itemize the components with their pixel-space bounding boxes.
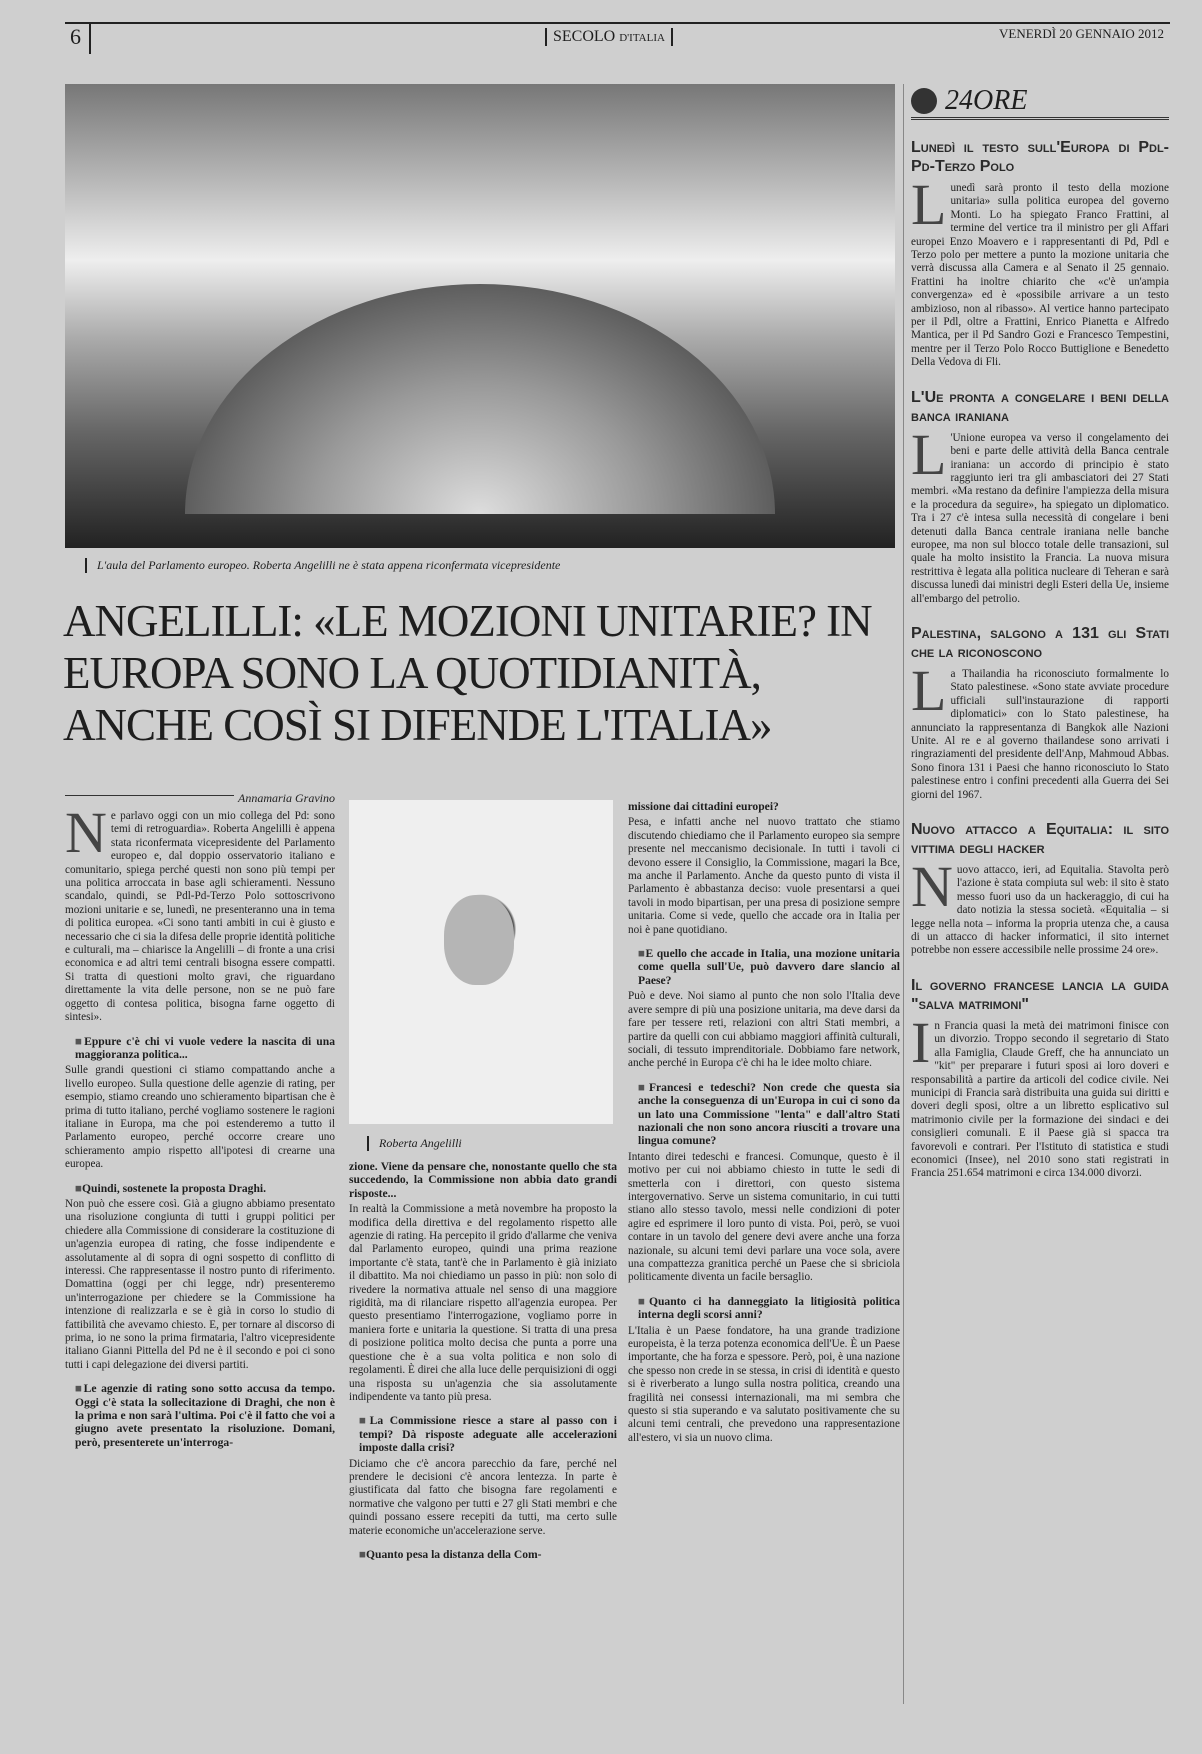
sidebar-news-item [911,388,1169,606]
masthead-title: SECOLO [553,28,616,45]
sidebar-news-title: Nuovo attacco a Equitalia: il sito vittima degli hacker [911,821,1169,858]
drop-cap: L [911,657,947,723]
sidebar-news-item [911,976,1169,1181]
parliament-photo [65,84,895,548]
author: Annamaria Gravino [234,791,335,805]
paragraph-text: Può e deve. Noi siamo al punto che non solo l'Italia deve avere sempre di più una posizione unitaria, ma deve darsi da fare per tessere reti, relazioni con altri Stati membri, a partire da quelli con cui abbiamo maggiori affinità culturali, sociali, di tessuto imprenditoriale. Dobbiamo fare network, anche perché in Europa c'è chi ha le idee molto chiare. [628,990,900,1070]
masthead [545,28,673,46]
sidebar-text: a Thailandia ha riconosciuto formalmente lo Stato palestinese. «Sono state avviate procedure ufficiali sull'instaurazione di rapporti diplomatici» con lo Stato palestinese, ha annunciato la rappresentanza di Bangkok alle Nazioni Unite. Al re e al governo thailandese sono arrivati i ringraziamenti del presidente dell'Anp, Mahmoud Abbas. Sono finora 131 i Paesi che hanno riconosciuto lo Stato palestinese entro i confini precedenti alla Guerra dei Sei giorni del 1967. [911,667,1169,801]
masthead-subtitle: D'ITALIA [619,32,665,44]
interview-question: ■ Eppure c'è chi vi vuole vedere la nascita di una maggioranza politica... [65,1035,335,1062]
interview-question: missione dai cittadini europei? [628,800,779,813]
sidebar-news-title: Palestina, salgono a 131 gli Stati che la riconoscono [911,624,1169,661]
article-paragraph [349,1458,617,1538]
drop-cap: L [911,421,947,487]
sidebar-news-text [911,657,1169,802]
drop-cap: N [911,854,953,920]
drop-cap: L [911,172,947,237]
hemicycle-shape [185,284,775,514]
sidebar-brand-label: 24ORE [945,84,1028,116]
article-paragraph [349,1203,617,1404]
sidebar-text: unedì sarà pronto il testo della mozione unitaria» sulla politica europea del governo Monti. Lo ha spiegato Franco Frattini, al termine del vertice tra il ministro per gli Affari europei Enzo Moavero e i rappresentanti di Pd, Pdl e Terzo polo per mettere a punto la mozione unitaria che verrà discussa alla Camera e al Senato il 25 gennaio. Frattini ha inoltre chiarito che «c'è un'ampia convergenza» ed è «possibile arrivare a un testo ambizioso, non al ribasso». Al vertice hanno partecipato per il Pdl, oltre a Frattini, Enrico Pianetta e Alfredo Mantica, per il Pd Sandro Gozi e Francesco Tempestini, mentre per il Terzo Polo Rocco Buttiglione e Benedetto Della Vedova di Fli. [911,182,1169,369]
article-paragraph [628,1151,900,1285]
sidebar-news-title: L'Ue pronta a congelare i beni della banca iraniana [911,388,1169,425]
interview-question: ■ E quello che accade in Italia, una mozione unitaria come quella sull'Ue, può davvero dare slancio al Paese? [628,947,900,987]
portrait-caption: Roberta Angelilli [367,1136,462,1151]
drop-cap: N [65,800,107,865]
article-column-1 [65,800,335,1452]
interview-question: ■ Quanto ci ha danneggiato la litigiosità politica interna degli scorsi anni? [628,1295,900,1322]
sidebar-news-text [911,421,1169,606]
interview-question: zione. Viene da pensare che, nonostante quello che sta succedendo, la Commissione non abbia dato grandi risposte... [349,1160,617,1200]
issue-date: VENERDÌ 20 GENNAIO 2012 [998,26,1164,41]
article-paragraph [65,800,335,1025]
drop-cap: I [911,1009,931,1075]
page-number: 6 [70,24,91,54]
paragraph-text: Diciamo che c'è ancora parecchio da fare, perché nel prendere le decisioni c'è ancora lentezza. In parte è giustificata dal fatto che bisogna fare regolamenti e normative che valgono per tutti e 27 gli Stati membri e che quindi possano essere recepiti da tutti, ma certo sulle materie economiche un'accelerazione serve. [349,1457,617,1537]
article-paragraph [65,1064,335,1171]
sidebar-text: 'Unione europea va verso il congelamento dei beni e parte delle attività della Banca centrale iraniana: un accordo di principio è stato raggiunto ieri tra gli ambasciatori dei 27 Stati membri. «Ma restano da definire l'ampiezza della misura e la procedura da seguire», ha spiegato un diplomatico. Tra i 27 c'è intesa sulla necessità di congelare i beni detenuti dalla Banca centrale iraniana nelle banche europee, ma non sul blocco totale delle transazioni, sul quale ha molto insistito la Francia. La nuova misura restrittiva è legata alla politica nucleare di Teheran e sarà discussa lunedì dai ministri degli Esteri della Ue, insieme all'embargo del petrolio. [911,431,1169,605]
interview-question: ■ Quanto pesa la distanza della Com- [349,1548,617,1561]
interview-question: ■ La Commissione riesce a stare al passo con i tempi? Dà risposte adeguate alle accelerazioni imposte dalla crisi? [349,1414,617,1454]
paragraph-text: L'Italia è un Paese fondatore, ha una grande tradizione europeista, è la terza potenza economica dell'Ue. È un Paese importante, che ha forza e spessore. Però, poi, è una nazione che spesso non crede in se stessa, in crisi di identità e questo si è riverberato a lungo sulla nostra politica, creando una fragilità nei consessi internazionali, ma mi sembra che questo si stia superando e va salutato positivamente che su alcuni temi centrali, che prevedono una rappresentazione all'estero, vi sia un nuovo clima. [628,1324,900,1444]
article-column-3 [628,800,900,1449]
sidebar-news-title: Il governo francese lancia la guida "salva matrimoni" [911,976,1169,1013]
sidebar-text: uovo attacco, ieri, ad Equitalia. Stavolta però l'azione è stata compiuta sul web: il sito è stato messo fuori uso da un hackeraggio, di cui ha dato notizia la stessa società. «Equitalia – si legge nella nota – informa la propria utenza che, a causa di un attacco di hacker informatici, il sito internet potrebbe non essere accessibile nelle prossime 24 ore». [911,864,1169,957]
sidebar-news-text [911,854,1169,958]
article-paragraph [628,990,900,1070]
sidebar-news-title: Lunedì il testo sull'Europa di Pdl-Pd-Terzo Polo [911,139,1169,175]
article-paragraph [628,816,900,937]
sidebar-news-item [911,820,1169,958]
article-paragraph [628,1325,900,1446]
portrait-photo [349,800,613,1124]
paragraph-text: In realtà la Commissione a metà novembre ha proposto la modifica della direttiva e del regolamento rispetto alle agenzie di rating. Ha percepito il grido d'allarme che veniva dal Parlamento europeo, quindi una prima reazione importante c'è stata, tant'è che in Parlamento è già iniziato il dibattito. Ma noi chiediamo un passo in più: non solo di rivedere la normativa attuale nel senso di una maggiore rigidità, ma di rilanciare rispetto all'agenzia europea. Per questo presentiamo l'interrogazione, vogliamo porre in maniera forte e unitaria la questione. Si tratta di una presa di posizione politica molto decisa che punta a porre una questione che è a sua volta politica e non solo di regolamenti. È direi che alla luce delle perquisizioni di oggi una risposta su un'agenzia che sia assolutamente indipendente va tanto più presa. [349,1203,617,1403]
paragraph-text: Non può che essere così. Già a giugno abbiamo presentato una risoluzione congiunta di tutti i gruppi politici per chiedere alla Commissione di considerare la costituzione di un'agenzia europea di rating, che fosse indipendente e assolutamente al di sopra di ogni sospetto di conflitto di interessi. Che rappresentasse il nostro punto di riferimento. Domattina (oggi per chi legge, ndr) presenteremo un'interrogazione per chiedere se la Commissione ha intenzione di realizzarla e se è già in corso lo studio di fattibilità che avevamo chiesto. E, per tornare al discorso di prima, io ne sono la prima firmataria, l'altro vicepresidente italiano Gianni Pittella del Pd ne è il secondo e poi ci sono tutti i capi delegazione dei diversi partiti. [65,1197,335,1371]
paragraph-text: e parlavo oggi con un mio collega del Pd: sono temi di retroguardia». Roberta Angelilli è appena stata riconfermata vicepresidente del Parlamento europeo e, dal doppio osservatorio italiano e comunitario, spiega perché questi non sono più tempi per una politica arroccata in base agli schieramenti. Nessuno scandalo, quindi, se Pdl-Pd-Terzo Polo sottoscrivono mozioni unitarie e se, lunedì, ne presenteranno una in tema di politica europea. «Ci sono tanti ambiti in cui è giusto e necessario che ci sia la difesa delle proprie identità politiche e culturali, ma – chiarisce la Angelilli – di fronte a una crisi economica e ad altri temi centrali bisogna essere compatti. Si tratta di questioni molto gravi, che riguardano direttamente la vita delle persone, non se ne può fare oggetto di contesa politica, bisogna farne oggetto di sintesi». [65,810,335,1024]
headline: ANGELILLI: «LE MOZIONI UNITARIE? IN EUROPA SONO LA QUOTIDIANITÀ, ANCHE COSÌ SI DIFENDE L'ITALIA» [63,596,872,750]
interview-question: ■ Quindi, sostenete la proposta Draghi. [65,1182,335,1195]
paragraph-text: Intanto direi tedeschi e francesi. Comunque, questo è il motivo per cui noi abbiamo chiesto in tutte le sedi di smetterla con i direttori, con questo sistema intergovernativo. Serve un sistema comunitario, in cui tutti stiano allo stesso tavolo, messi nelle condizioni di poter agire ed esprimere il loro punto di vista. Poi, però, se vuoi contare in un tavolo del genere devi avere anche una forza nazionale, su alcuni temi devi parlare una voce sola, avere una compattezza granitica perché un Paese che si sbriciola politicamente diventa un facile bersaglio. [628,1150,900,1284]
column-divider [903,84,904,1704]
sidebar-news-text [911,1009,1169,1181]
sidebar-news-item [911,624,1169,802]
photo-caption: L'aula del Parlamento europeo. Roberta Angelilli ne è stata appena riconfermata vicepresidente [85,558,560,573]
article-column-2 [349,1160,617,1564]
interview-question: ■ Le agenzie di rating sono sotto accusa da tempo. Oggi c'è stata la sollecitazione di Draghi, che non è la prima e non sarà l'ultima. Poi c'è il fatto che voi a giugno avete presentato la risoluzione. Domani, però, presenterete un'interroga- [65,1382,335,1449]
sidebar-news-text [911,172,1169,370]
clock-logo-icon [911,88,937,114]
sidebar-text: n Francia quasi la metà dei matrimoni finisce con un divorzio. Troppo secondo il segretario di Stato alla Famiglia, Claude Greff, che ha annunciato un "kit" per preparare i futuri sposi ai loro doveri e responsabilità a partire da articoli del codice civile. Nei municipi di Francia sarà distribuita una guida sui diritti e doveri degli sposi, oltre a un libretto esplicativo sul matrimonio civile per la formazione dei sindaci e dei consiglieri comunali. E il Paese già si spacca tra favorevoli e contrari. Per l'Istituto di statistica e studi economici (Insee), nel 2010 sono stati registrati in Francia 251.654 matrimoni e circa 134.000 divorzi. [911,1019,1169,1180]
interview-question: ■ Francesi e tedeschi? Non crede che questa sia anche la conseguenza di un'Europa in cui ci sono da un lato una Commissione "lenta" e dall'altro Stati nazionali che non sono ancora riusciti a trovare una lingua comune? [628,1081,900,1148]
news-sidebar [911,84,1169,1185]
portrait-face [444,895,514,985]
article-paragraph [65,1198,335,1372]
paragraph-text: Sulle grandi questioni ci stiamo compattando anche a livello europeo. Sulla questione delle agenzie di rating, per esempio, stiamo creando uno schieramento bipartisan che è prima di tutto italiano, perché vogliamo sostenere le ragioni italiane in Europa, ma che poi estenderemo a tutto il Parlamento europeo, perché occorre creare uno schieramento ampio rispetto all'ipotesi di crearne una europea. [65,1064,335,1171]
sidebar-news-item [911,138,1169,370]
paragraph-text: Pesa, e infatti anche nel nuovo trattato che stiamo discutendo chiediamo che il Parlamento europeo sia sempre presente nel meccanismo decisionale. In tutti i tavoli ci devono essere il Consiglio, la Commissione, magari la Bce, ma anche il Parlamento. Anche da questo punto di vista il Parlamento è abbastanza deciso: vuole presentarsi a quei tavoli in modo bipartisan, per una presa di posizione sempre unitaria. Come si vede, quello che accade ora in Italia per noi è pane quotidiano. [628,816,900,936]
sidebar-brand [911,84,1169,120]
